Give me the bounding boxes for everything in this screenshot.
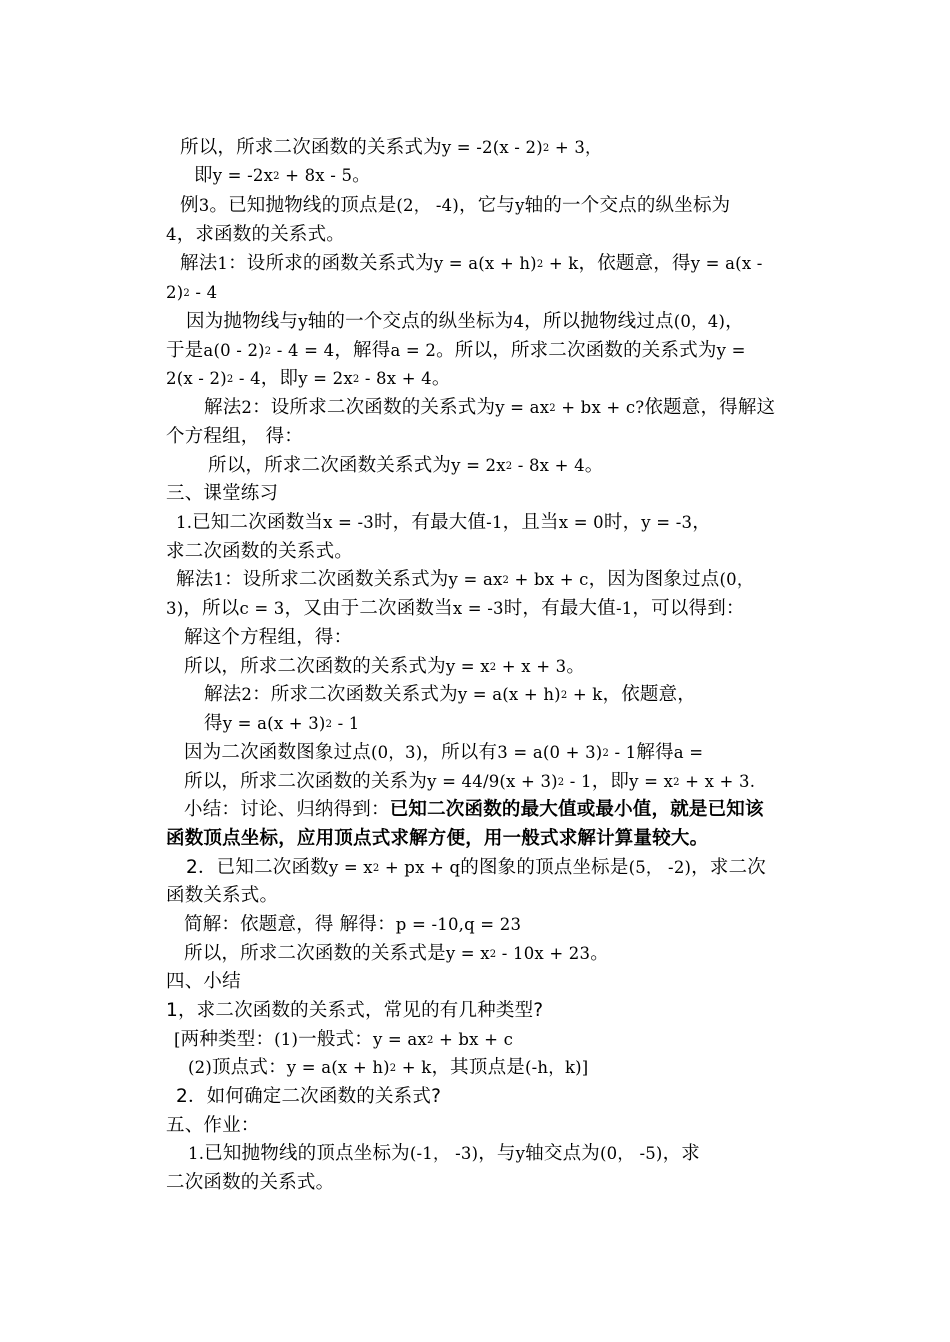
text-line: 2(x - 2)$^2$ - 4，即$y = 2x^2 - 8x + 4$。 [166,368,451,389]
text-line: 所以，所求二次函数关系式为$y = 2x^2 - 8x + 4$。 [208,455,604,476]
text-line: 解法1：设所求的函数关系式为$y = a(x + h)^2 + k$，依题意，得y = a(x - [180,253,763,274]
text-line: 简解：依题意，得 解得：p = -10,q = 23 [184,914,522,935]
text-line: (2)顶点式：$y = a(x + h)^2 + k$，其顶点是(-h，k)] [188,1057,589,1078]
text-line: 函数顶点坐标，应用顶点式求解方便，用一般式求解计算量较大。 [166,828,709,849]
text-line: 解这个方程组，得： [184,627,353,648]
text-line: 解法2：所求二次函数关系式为$y = a(x + h)^2 + k$，依题意， [204,684,697,705]
text-line: 4，求函数的关系式。 [166,224,346,245]
text-line: 得$y = a(x + 3)^2 - 1$ [204,713,360,734]
text-line: 所以，所求二次函数的关系式是$y = x^2 - 10x + 23$。 [184,943,609,964]
text-line: 2．如何确定二次函数的关系式? [176,1086,442,1107]
text-line: 函数关系式。 [166,885,279,906]
text-line: 例3。已知抛物线的顶点是(2， -4)，它与y轴的一个交点的纵坐标为 [180,195,731,216]
text-line: 因为二次函数图象过点(0，3)，所以有$3 = a(0 + 3)^2 - 1$解得a = [184,742,704,763]
section-heading: 五、作业： [166,1115,260,1136]
text-line: 3)，所以c = 3，又由于二次函数当x = -3时，有最大值-1，可以得到： [166,598,745,619]
text-line: 解法2：设所求二次函数的关系式为$y = ax^2$ + bx + c?依题意，得解这 [204,397,776,418]
text-line: 小结：讨论、归纳得到：已知二次函数的最大值或最小值，就是已知该 [184,799,764,820]
text-line: 于是a(0 - 2)$^2$ - 4 = 4，解得a = 2。所以，所求二次函数的关系式为y = [166,340,746,361]
section-heading: 四、小结 [166,971,241,992]
text-line: 个方程组， 得： [166,426,303,447]
text-line: 解法1：设所求二次函数关系式为$y = ax^2$ + bx + c，因为图象过点(0， [176,569,754,590]
text-line: 2)$^2$ - 4 [166,283,218,302]
text-line: 1，求二次函数的关系式，常见的有几种类型? [166,1000,544,1021]
text-line: 1.已知二次函数当x = -3时，有最大值-1，且当x = 0时，y = -3， [176,512,711,533]
text-line: 所以，所求二次函数的关系式为y = -2(x - 2)$^2$ + 3， [180,137,602,158]
text-line: 因为抛物线与y轴的一个交点的纵坐标为4，所以抛物线过点(0，4)， [186,311,744,332]
section-heading: 三、课堂练习 [166,483,279,504]
text-line: 即$y = -2x^2 + 8x - 5$。 [194,165,371,186]
text-line: 二次函数的关系式。 [166,1172,335,1193]
text-line: 求二次函数的关系式。 [166,541,354,562]
text-line: 1.已知抛物线的顶点坐标为(-1， -3)，与y轴交点为(0， -5)，求 [188,1143,700,1164]
text-line: 所以，所求二次函数的关系为$y = 44/9(x + 3)^2 - 1$，即$y = x^2 + x + 3$. [184,771,756,792]
text-line: 所以，所求二次函数的关系式为$y = x^2 + x + 3$。 [184,656,586,677]
text-line: [两种类型：(1)一般式：$y = ax^2$ + bx + c [174,1029,514,1050]
text-line: 2．已知二次函数$y = x^2$ + px + q的图象的顶点坐标是(5， -2)，求二次 [186,857,766,878]
